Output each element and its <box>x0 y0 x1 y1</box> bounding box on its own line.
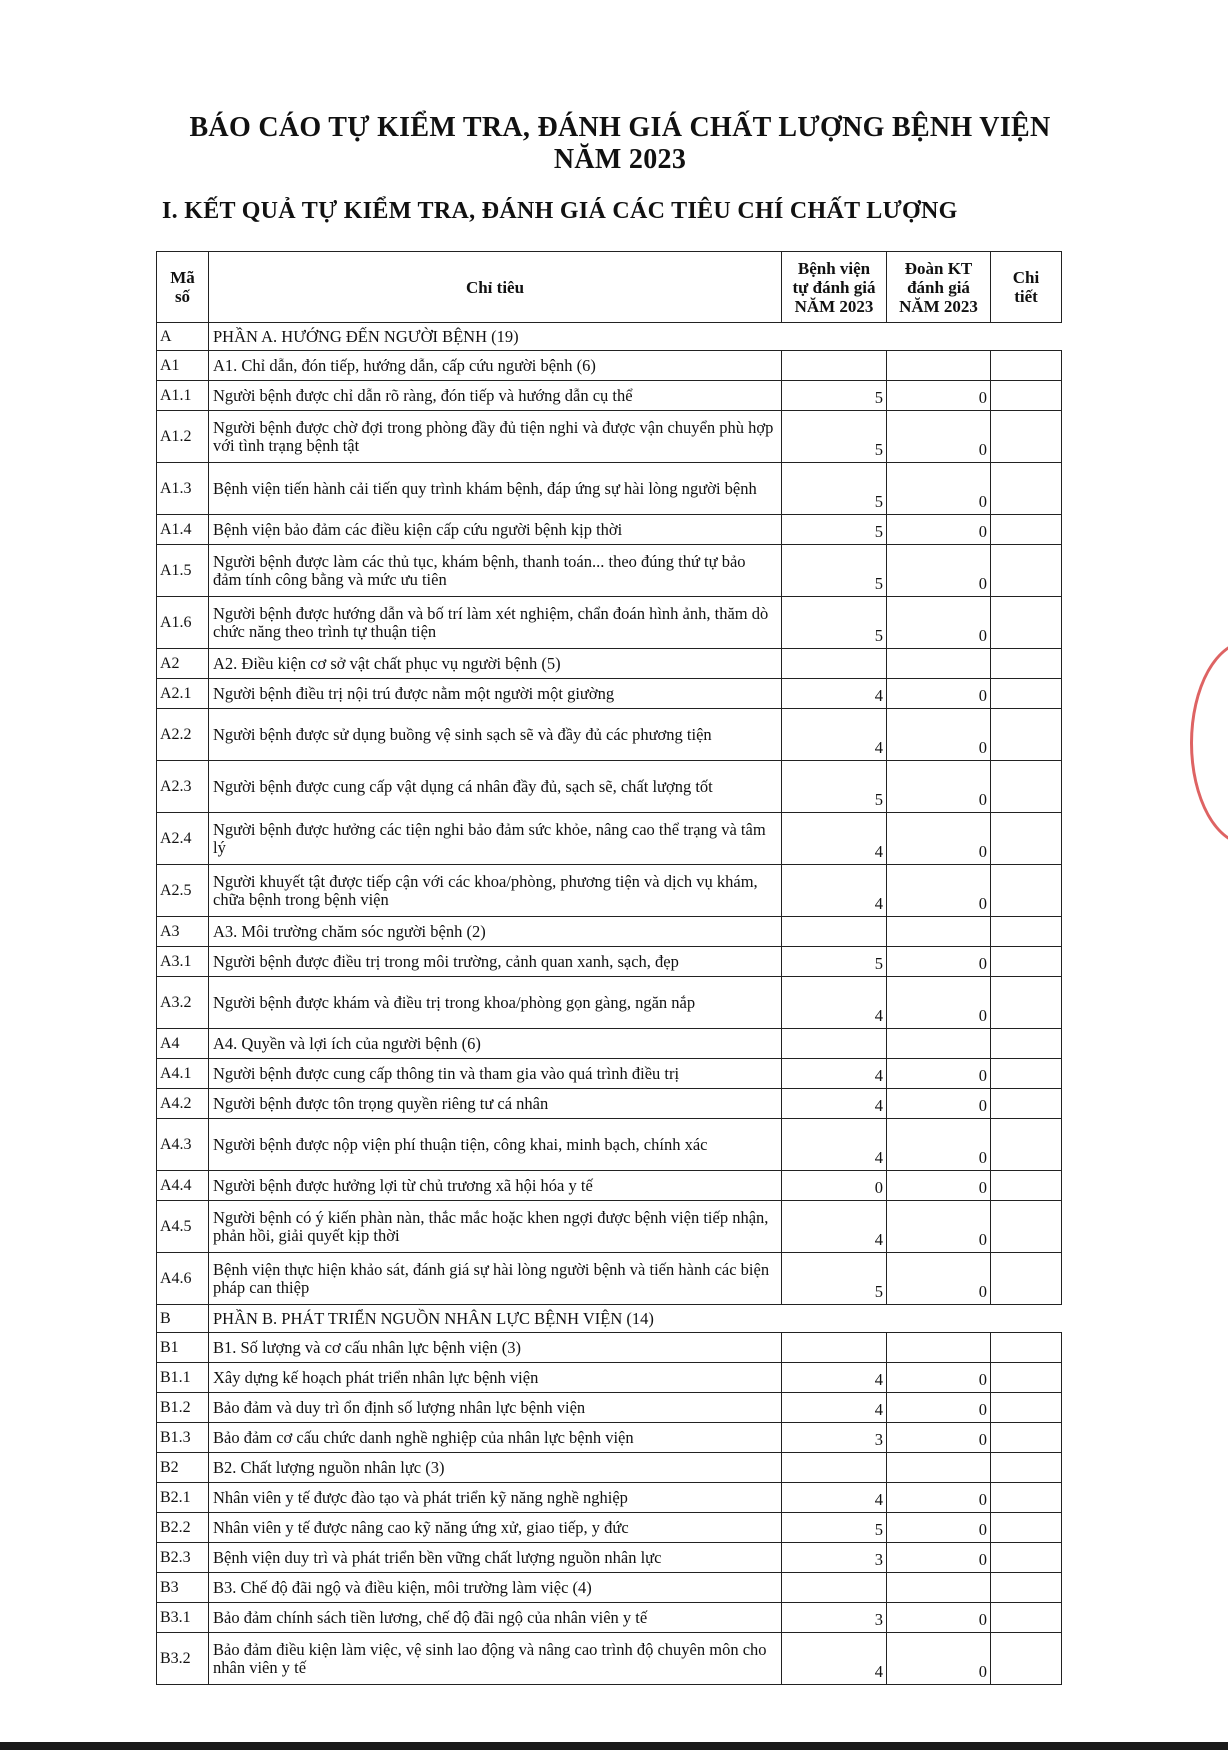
row-code: A1.2 <box>157 411 209 463</box>
table-row <box>157 1423 1062 1453</box>
table-row <box>157 1513 1062 1543</box>
row-criteria: A2. Điều kiện cơ sở vật chất phục vụ người bệnh (5) <box>209 649 782 679</box>
row-team-score: 0 <box>887 1603 991 1633</box>
row-team-score: 0 <box>887 813 991 865</box>
table-row <box>157 351 1062 381</box>
row-detail <box>991 1543 1062 1573</box>
row-team-score: 0 <box>887 1513 991 1543</box>
row-self-score <box>782 1453 887 1483</box>
row-code: A2 <box>157 649 209 679</box>
header-criteria: Chỉ tiêu <box>209 252 782 323</box>
row-code: B2.3 <box>157 1543 209 1573</box>
red-seal-stamp <box>1190 640 1228 846</box>
row-self-score: 5 <box>782 597 887 649</box>
row-detail <box>991 1201 1062 1253</box>
row-team-score: 0 <box>887 1201 991 1253</box>
row-criteria: B3. Chế độ đãi ngộ và điều kiện, môi trường làm việc (4) <box>209 1573 782 1603</box>
scan-edge <box>0 1742 1228 1750</box>
row-code: B1.1 <box>157 1363 209 1393</box>
row-code: A4.1 <box>157 1059 209 1089</box>
row-code: B2 <box>157 1453 209 1483</box>
table-row <box>157 515 1062 545</box>
section-heading: I. KẾT QUẢ TỰ KIỂM TRA, ĐÁNH GIÁ CÁC TIÊU CHÍ CHẤT LƯỢNG <box>162 198 958 224</box>
header-team-assessment <box>887 252 991 323</box>
table-row <box>157 1393 1062 1423</box>
row-code: A1.4 <box>157 515 209 545</box>
row-code: B2.1 <box>157 1483 209 1513</box>
row-detail <box>991 351 1062 381</box>
row-self-score: 4 <box>782 813 887 865</box>
row-code: A2.3 <box>157 761 209 813</box>
row-code: A4.6 <box>157 1253 209 1305</box>
row-team-score: 0 <box>887 597 991 649</box>
row-code: A1.1 <box>157 381 209 411</box>
row-detail <box>991 865 1062 917</box>
row-detail <box>991 1253 1062 1305</box>
row-detail <box>991 1483 1062 1513</box>
row-team-score: 0 <box>887 1363 991 1393</box>
row-self-score: 3 <box>782 1423 887 1453</box>
row-code: A1.3 <box>157 463 209 515</box>
row-team-score: 0 <box>887 1393 991 1423</box>
row-detail <box>991 679 1062 709</box>
table-row <box>157 1333 1062 1363</box>
report-title <box>150 112 1090 176</box>
row-self-score <box>782 351 887 381</box>
table-row <box>157 411 1062 463</box>
table-row <box>157 1453 1062 1483</box>
row-code: A4.5 <box>157 1201 209 1253</box>
row-self-score: 4 <box>782 1119 887 1171</box>
row-self-score: 5 <box>782 381 887 411</box>
row-detail <box>991 1119 1062 1171</box>
row-self-score <box>782 1573 887 1603</box>
header-detail-line1: Chi <box>1012 268 1040 287</box>
row-team-score <box>887 351 991 381</box>
table-row <box>157 1201 1062 1253</box>
row-self-score: 5 <box>782 463 887 515</box>
row-team-score: 0 <box>887 865 991 917</box>
table-row <box>157 1633 1062 1685</box>
row-criteria: Bảo đảm cơ cấu chức danh nghề nghiệp của nhân lực bệnh viện <box>209 1423 782 1453</box>
row-team-score: 0 <box>887 1423 991 1453</box>
row-criteria: B2. Chất lượng nguồn nhân lực (3) <box>209 1453 782 1483</box>
row-self-score: 4 <box>782 1201 887 1253</box>
row-self-score: 5 <box>782 515 887 545</box>
table-row <box>157 597 1062 649</box>
row-detail <box>991 545 1062 597</box>
header-detail <box>991 252 1062 323</box>
table-row <box>157 1543 1062 1573</box>
row-team-score: 0 <box>887 1543 991 1573</box>
row-criteria: Người bệnh điều trị nội trú được nằm một người một giường <box>209 679 782 709</box>
row-self-score: 3 <box>782 1603 887 1633</box>
table-row <box>157 1119 1062 1171</box>
row-detail <box>991 813 1062 865</box>
row-detail <box>991 649 1062 679</box>
row-team-score: 0 <box>887 679 991 709</box>
table-row <box>157 865 1062 917</box>
row-criteria: A1. Chỉ dẫn, đón tiếp, hướng dẫn, cấp cứu người bệnh (6) <box>209 351 782 381</box>
row-code: A2.1 <box>157 679 209 709</box>
row-team-score: 0 <box>887 1253 991 1305</box>
row-code: A4 <box>157 1029 209 1059</box>
row-team-score: 0 <box>887 1119 991 1171</box>
row-code: A <box>157 323 209 351</box>
row-criteria: Người bệnh được sử dụng buồng vệ sinh sạch sẽ và đầy đủ các phương tiện <box>209 709 782 761</box>
row-code: B2.2 <box>157 1513 209 1543</box>
row-criteria: A3. Môi trường chăm sóc người bệnh (2) <box>209 917 782 947</box>
header-self-line1: Bệnh viện <box>797 258 871 278</box>
header-detail-line2: tiết <box>1014 287 1038 306</box>
row-criteria: B1. Số lượng và cơ cấu nhân lực bệnh viện (3) <box>209 1333 782 1363</box>
row-criteria: Người bệnh được chỉ dẫn rõ ràng, đón tiếp và hướng dẫn cụ thể <box>209 381 782 411</box>
row-code: B3.1 <box>157 1603 209 1633</box>
row-criteria: Người bệnh được cung cấp vật dụng cá nhân đầy đủ, sạch sẽ, chất lượng tốt <box>209 761 782 813</box>
row-criteria: Người bệnh được nộp viện phí thuận tiện, công khai, minh bạch, chính xác <box>209 1119 782 1171</box>
row-detail <box>991 917 1062 947</box>
row-criteria: Người bệnh được khám và điều trị trong khoa/phòng gọn gàng, ngăn nắp <box>209 977 782 1029</box>
table-row <box>157 947 1062 977</box>
table-row <box>157 545 1062 597</box>
table-row <box>157 813 1062 865</box>
row-code: A4.4 <box>157 1171 209 1201</box>
row-code: B1.2 <box>157 1393 209 1423</box>
row-team-score: 0 <box>887 947 991 977</box>
row-detail <box>991 1573 1062 1603</box>
row-self-score <box>782 649 887 679</box>
row-team-score: 0 <box>887 381 991 411</box>
table-row <box>157 1029 1062 1059</box>
row-self-score: 5 <box>782 761 887 813</box>
row-self-score: 4 <box>782 1089 887 1119</box>
row-criteria: Nhân viên y tế được đào tạo và phát triển kỹ năng nghề nghiệp <box>209 1483 782 1513</box>
row-code: A3.2 <box>157 977 209 1029</box>
table-row <box>157 709 1062 761</box>
row-code: A2.2 <box>157 709 209 761</box>
row-team-score <box>887 1029 991 1059</box>
row-criteria: Người khuyết tật được tiếp cận với các khoa/phòng, phương tiện và dịch vụ khám, chữa bệnh trong bệnh viện <box>209 865 782 917</box>
row-criteria: Bảo đảm và duy trì ổn định số lượng nhân lực bệnh viện <box>209 1393 782 1423</box>
row-team-score: 0 <box>887 545 991 597</box>
row-criteria: Nhân viên y tế được nâng cao kỹ năng ứng xử, giao tiếp, y đức <box>209 1513 782 1543</box>
row-criteria: A4. Quyền và lợi ích của người bệnh (6) <box>209 1029 782 1059</box>
row-self-score <box>782 1333 887 1363</box>
row-code: A1.5 <box>157 545 209 597</box>
row-code: B <box>157 1305 209 1333</box>
header-self-assessment <box>782 252 887 323</box>
row-code: A1.6 <box>157 597 209 649</box>
row-code: B1 <box>157 1333 209 1363</box>
row-team-score: 0 <box>887 761 991 813</box>
row-criteria: Xây dựng kế hoạch phát triển nhân lực bệnh viện <box>209 1363 782 1393</box>
row-criteria: Người bệnh được làm các thủ tục, khám bệnh, thanh toán... theo đúng thứ tự bảo đảm tính công bằng và mức ưu tiên <box>209 545 782 597</box>
header-team-line3: NĂM 2023 <box>899 296 978 316</box>
table-row <box>157 1305 1062 1333</box>
header-code-line2: số <box>174 287 191 306</box>
row-self-score: 4 <box>782 1633 887 1685</box>
row-code: A2.5 <box>157 865 209 917</box>
row-criteria: Người bệnh được tôn trọng quyền riêng tư cá nhân <box>209 1089 782 1119</box>
row-code: A1 <box>157 351 209 381</box>
header-team-line2: đánh giá <box>907 277 970 297</box>
header-team-line1: Đoàn KT <box>904 258 973 278</box>
row-detail <box>991 1603 1062 1633</box>
row-code: B1.3 <box>157 1423 209 1453</box>
row-criteria: Bảo đảm chính sách tiền lương, chế độ đãi ngộ của nhân viên y tế <box>209 1603 782 1633</box>
row-self-score <box>782 1029 887 1059</box>
row-detail <box>991 1453 1062 1483</box>
row-team-score: 0 <box>887 411 991 463</box>
row-detail <box>991 463 1062 515</box>
table-row <box>157 1363 1062 1393</box>
row-self-score: 3 <box>782 1543 887 1573</box>
table-row <box>157 1253 1062 1305</box>
row-self-score: 5 <box>782 411 887 463</box>
row-detail <box>991 947 1062 977</box>
row-detail <box>991 411 1062 463</box>
table-row <box>157 679 1062 709</box>
row-code: B3 <box>157 1573 209 1603</box>
row-team-score: 0 <box>887 1059 991 1089</box>
row-team-score <box>887 1453 991 1483</box>
row-code: A3.1 <box>157 947 209 977</box>
header-self-line3: NĂM 2023 <box>794 296 874 316</box>
row-self-score: 5 <box>782 947 887 977</box>
row-team-score <box>887 649 991 679</box>
row-detail <box>991 515 1062 545</box>
row-code: A2.4 <box>157 813 209 865</box>
row-detail <box>991 1029 1062 1059</box>
row-detail <box>991 1059 1062 1089</box>
row-criteria: PHẦN B. PHÁT TRIỂN NGUỒN NHÂN LỰC BỆNH VIỆN (14) <box>209 1305 1062 1333</box>
row-detail <box>991 1393 1062 1423</box>
row-self-score: 4 <box>782 977 887 1029</box>
row-criteria: Bệnh viện tiến hành cải tiến quy trình khám bệnh, đáp ứng sự hài lòng người bệnh <box>209 463 782 515</box>
row-criteria: Người bệnh được cung cấp thông tin và tham gia vào quá trình điều trị <box>209 1059 782 1089</box>
row-detail <box>991 1513 1062 1543</box>
row-detail <box>991 977 1062 1029</box>
row-team-score: 0 <box>887 1171 991 1201</box>
table-row <box>157 1483 1062 1513</box>
row-detail <box>991 597 1062 649</box>
row-criteria: Người bệnh được điều trị trong môi trường, cảnh quan xanh, sạch, đẹp <box>209 947 782 977</box>
row-criteria: Bệnh viện bảo đảm các điều kiện cấp cứu người bệnh kịp thời <box>209 515 782 545</box>
table-row <box>157 649 1062 679</box>
row-detail <box>991 709 1062 761</box>
table-row <box>157 463 1062 515</box>
row-detail <box>991 1363 1062 1393</box>
row-team-score <box>887 1573 991 1603</box>
header-self-line2: tự đánh giá <box>792 277 876 297</box>
row-criteria: Người bệnh có ý kiến phàn nàn, thắc mắc hoặc khen ngợi được bệnh viện tiếp nhận, phản hồi, giải quyết kịp thời <box>209 1201 782 1253</box>
row-criteria: Người bệnh được chờ đợi trong phòng đầy đủ tiện nghi và được vận chuyển phù hợp với tình trạng bệnh tật <box>209 411 782 463</box>
row-self-score: 5 <box>782 1513 887 1543</box>
table-row <box>157 761 1062 813</box>
table-header-row <box>157 252 1062 323</box>
row-detail <box>991 1171 1062 1201</box>
table-row <box>157 977 1062 1029</box>
row-self-score: 4 <box>782 1363 887 1393</box>
row-team-score <box>887 917 991 947</box>
row-self-score: 4 <box>782 1059 887 1089</box>
row-detail <box>991 381 1062 411</box>
row-criteria: Bệnh viện duy trì và phát triển bền vững chất lượng nguồn nhân lực <box>209 1543 782 1573</box>
table-row <box>157 381 1062 411</box>
row-criteria: Người bệnh được hưởng các tiện nghi bảo đảm sức khỏe, nâng cao thể trạng và tâm lý <box>209 813 782 865</box>
row-criteria: Bệnh viện thực hiện khảo sát, đánh giá sự hài lòng người bệnh và tiến hành các biện pháp can thiệp <box>209 1253 782 1305</box>
row-code: A4.3 <box>157 1119 209 1171</box>
row-team-score: 0 <box>887 1633 991 1685</box>
table-row <box>157 1171 1062 1201</box>
row-self-score: 4 <box>782 1483 887 1513</box>
row-self-score: 4 <box>782 865 887 917</box>
row-detail <box>991 761 1062 813</box>
row-team-score: 0 <box>887 709 991 761</box>
table-row <box>157 917 1062 947</box>
row-team-score: 0 <box>887 977 991 1029</box>
row-criteria: Người bệnh được hưởng lợi từ chủ trương xã hội hóa y tế <box>209 1171 782 1201</box>
row-team-score: 0 <box>887 1089 991 1119</box>
row-self-score <box>782 917 887 947</box>
row-criteria: Bảo đảm điều kiện làm việc, vệ sinh lao động và nâng cao trình độ chuyên môn cho nhân viên y tế <box>209 1633 782 1685</box>
row-code: A4.2 <box>157 1089 209 1119</box>
table-row <box>157 1573 1062 1603</box>
report-title-line2: NĂM 2023 <box>553 144 687 175</box>
row-detail <box>991 1423 1062 1453</box>
row-self-score: 5 <box>782 1253 887 1305</box>
row-self-score: 4 <box>782 1393 887 1423</box>
row-self-score: 5 <box>782 545 887 597</box>
row-self-score: 4 <box>782 679 887 709</box>
row-team-score: 0 <box>887 515 991 545</box>
row-criteria: Người bệnh được hướng dẫn và bố trí làm xét nghiệm, chẩn đoán hình ảnh, thăm dò chức năng theo trình tự thuận tiện <box>209 597 782 649</box>
table-row <box>157 1059 1062 1089</box>
criteria-table <box>156 251 1062 1685</box>
row-detail <box>991 1089 1062 1119</box>
report-title-line1: BÁO CÁO TỰ KIỂM TRA, ĐÁNH GIÁ CHẤT LƯỢNG BỆNH VIỆN <box>189 112 1051 143</box>
row-self-score: 0 <box>782 1171 887 1201</box>
row-team-score <box>887 1333 991 1363</box>
table-row <box>157 323 1062 351</box>
row-criteria: PHẦN A. HƯỚNG ĐẾN NGƯỜI BỆNH (19) <box>209 323 1062 351</box>
row-code: A3 <box>157 917 209 947</box>
row-code: B3.2 <box>157 1633 209 1685</box>
row-team-score: 0 <box>887 1483 991 1513</box>
header-code <box>157 252 209 323</box>
row-detail <box>991 1633 1062 1685</box>
row-self-score: 4 <box>782 709 887 761</box>
table-row <box>157 1089 1062 1119</box>
table-row <box>157 1603 1062 1633</box>
row-team-score: 0 <box>887 463 991 515</box>
table-body <box>157 323 1062 1685</box>
row-detail <box>991 1333 1062 1363</box>
header-code-line1: Mã <box>170 268 195 287</box>
